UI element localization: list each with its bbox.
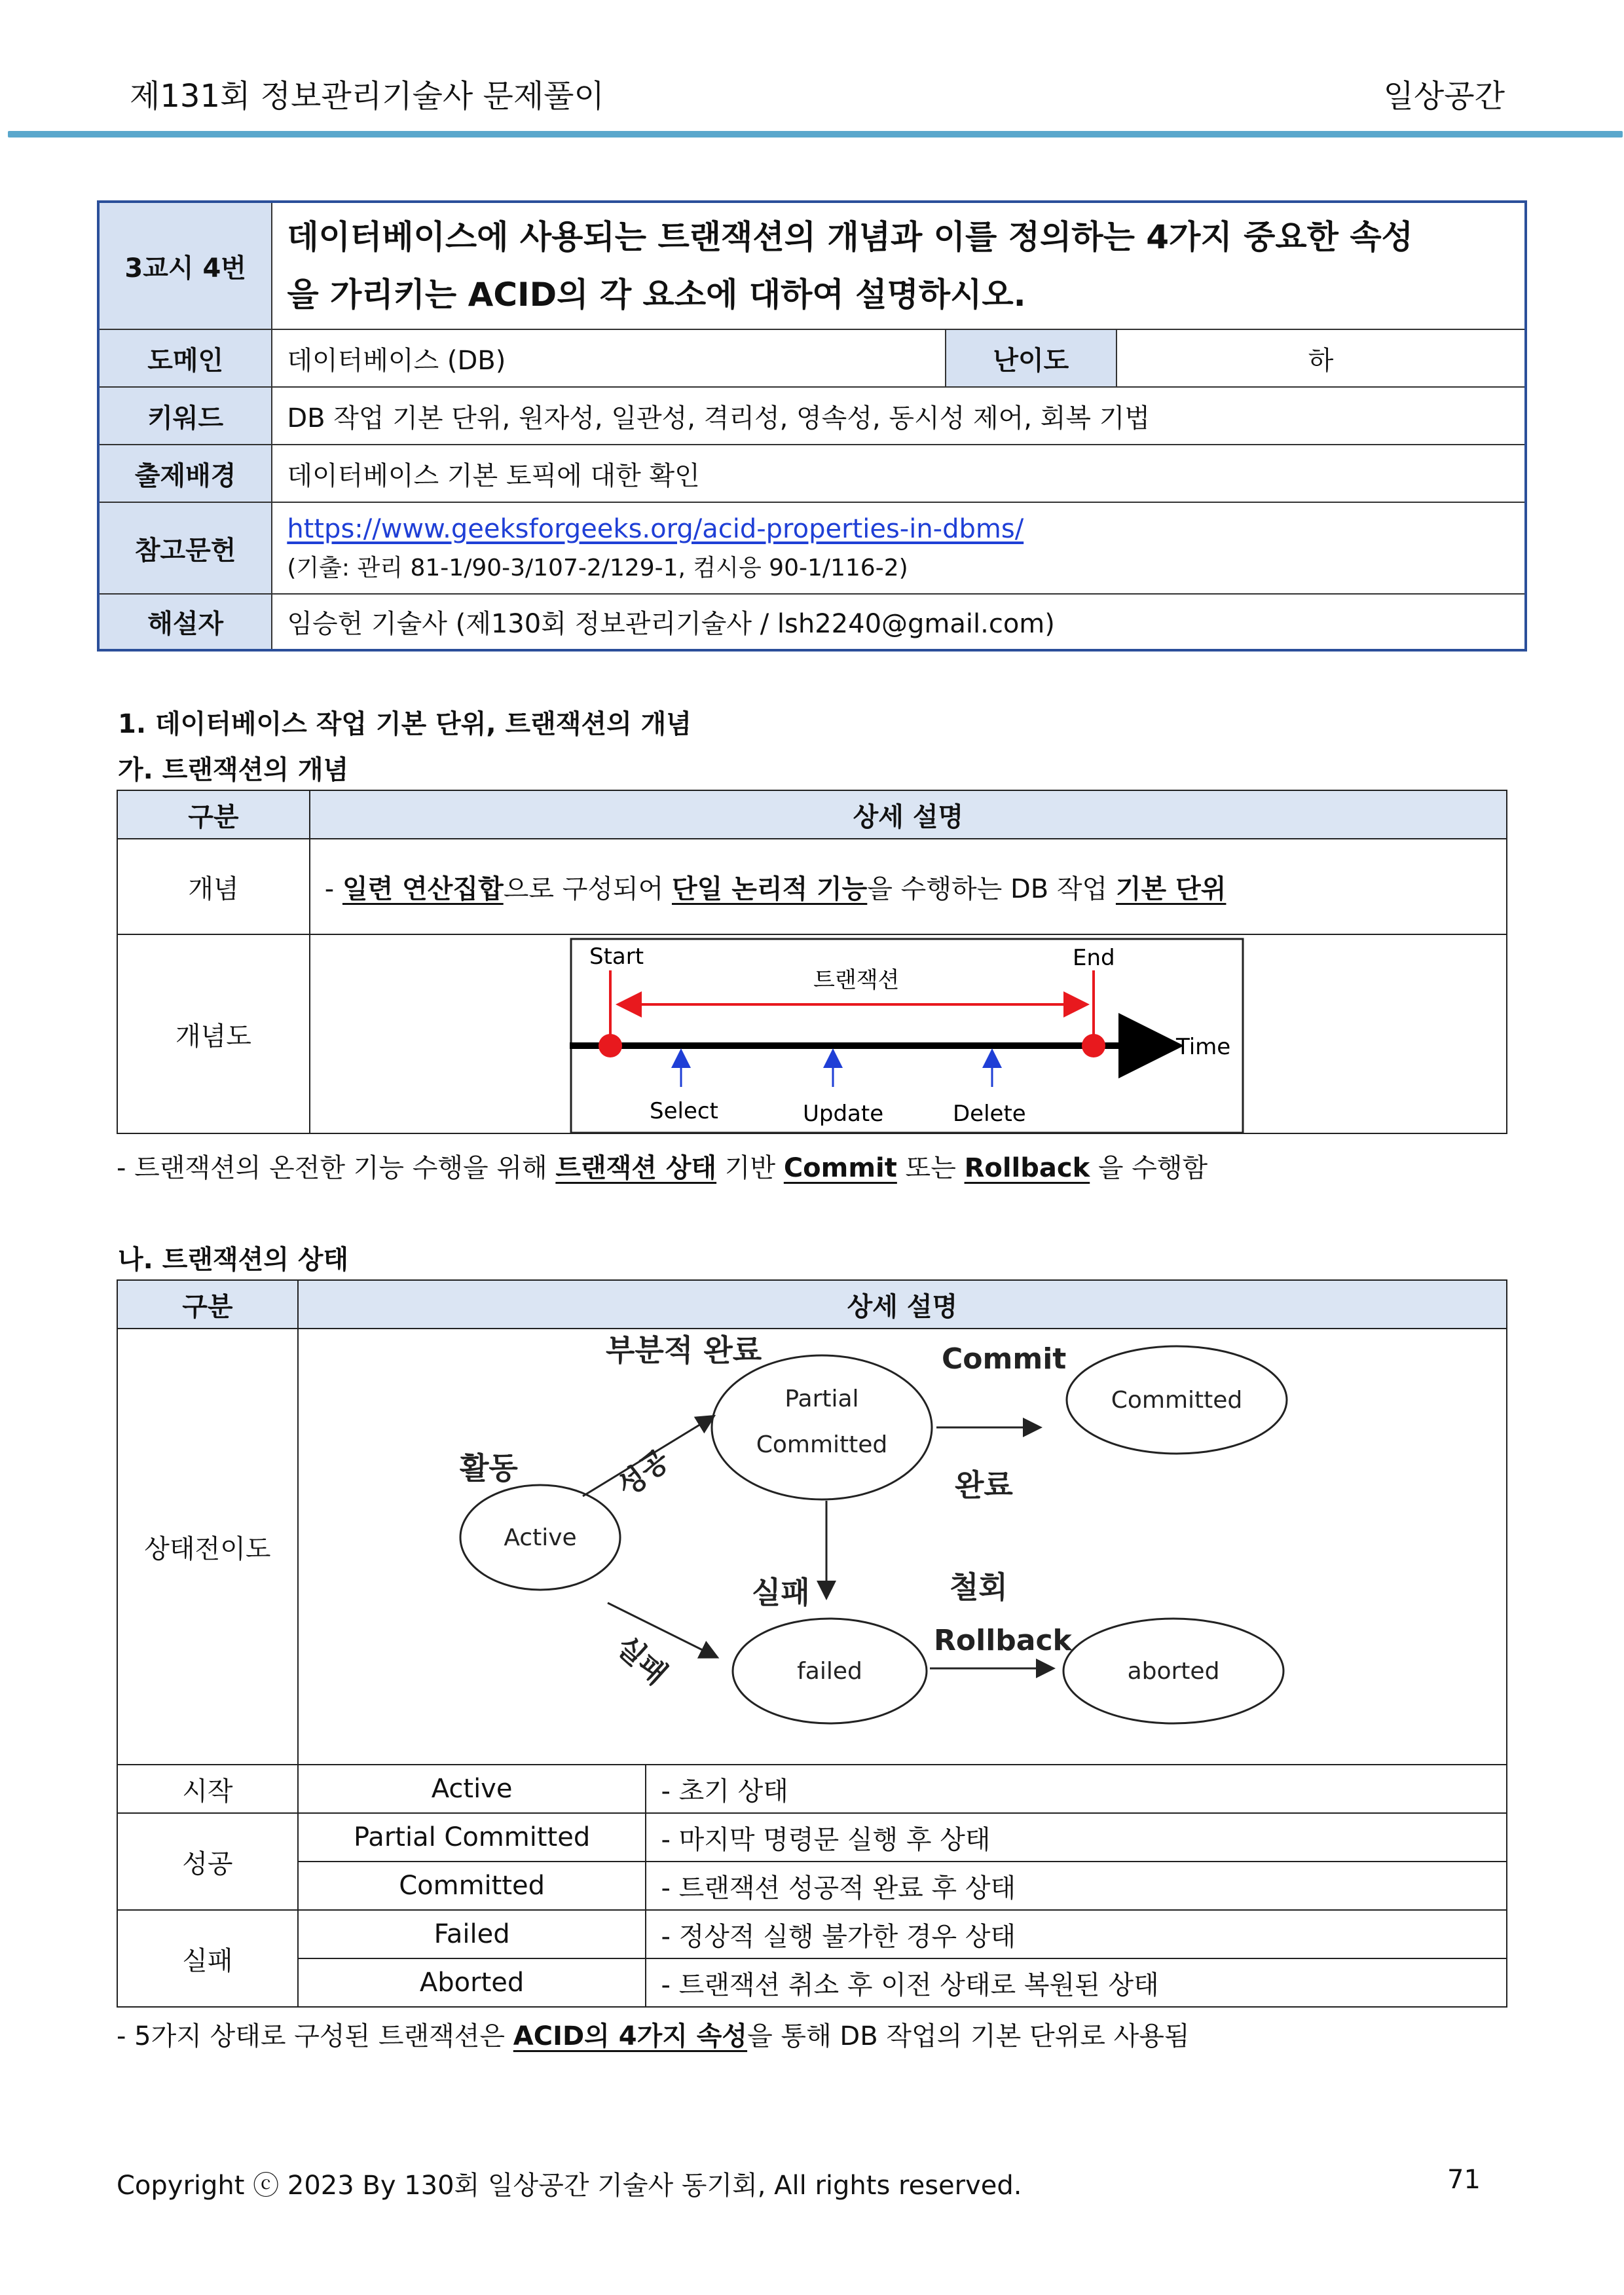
keywords-value: DB 작업 기본 단위, 원자성, 일관성, 격리성, 영속성, 동시성 제어, 회복 기법 [272, 387, 1526, 445]
state-transition-diagram [406, 1329, 1336, 1748]
concept-row-desc [310, 839, 1507, 934]
state-diagram-label: 상태전이도 [117, 1329, 298, 1765]
domain-label: 도메인 [98, 329, 272, 387]
difficulty-value: 하 [1116, 329, 1526, 387]
text-part: 을 수행하는 DB 작업 [867, 873, 1116, 904]
text-part: - [324, 873, 342, 904]
op-delete-label: Delete [953, 1101, 1026, 1127]
text-part: 또는 [896, 1153, 965, 1183]
page-number: 71 [1447, 2165, 1481, 2195]
header-brand: 일상공간 [1383, 78, 1505, 115]
question-number: 3교시 4번 [98, 202, 272, 329]
reference-link[interactable]: https://www.geeksforgeeks.org/acid-properties-in-dbms/ [287, 513, 1024, 544]
header-rule [8, 131, 1623, 138]
timeline-span-label: 트랜잭션 [813, 967, 900, 993]
state-desc: - 트랜잭션 성공적 완료 후 상태 [646, 1862, 1507, 1910]
timeline-end-label: End [1073, 945, 1115, 971]
emphasis-tx-state: 트랜잭션 상태 [555, 1153, 717, 1183]
domain-value: 데이터베이스 (DB) [272, 329, 945, 387]
timeline-end-dot [1082, 1034, 1105, 1057]
label-fail-arrow: 실패 [609, 1629, 673, 1692]
label-failed-kr: 실패 [752, 1575, 810, 1610]
node-committed-text: Committed [1111, 1387, 1243, 1414]
references-label: 참고문헌 [98, 502, 272, 594]
state-name: Committed [298, 1862, 646, 1910]
text-part: - 트랜잭션의 온전한 기능 수행을 위해 [117, 1153, 556, 1183]
state-group-failure: 실패 [117, 1910, 298, 2007]
emphasis-acid: ACID의 4가지 속성 [513, 2021, 748, 2051]
emphasis-rollback: Rollback [964, 1153, 1090, 1183]
node-partial-text-2: Committed [756, 1431, 888, 1458]
state-name: Aborted [298, 1958, 646, 2007]
state-desc: - 마지막 명령문 실행 후 상태 [646, 1813, 1507, 1862]
text-part: 기반 [716, 1153, 784, 1183]
header-title: 제131회 정보관리기술사 문제풀이 [130, 78, 604, 115]
op-update-label: Update [803, 1101, 884, 1127]
state-desc: - 초기 상태 [646, 1765, 1507, 1813]
emphasis-single-logic: 단일 논리적 기능 [671, 873, 868, 904]
state-desc: - 정상적 실행 불가한 경우 상태 [646, 1910, 1507, 1958]
emphasis-series-ops: 일련 연산집합 [342, 873, 504, 904]
node-partial-text-1: Partial [784, 1386, 859, 1412]
references-value [272, 502, 1526, 594]
state-group-success: 성공 [117, 1813, 298, 1910]
op-select-label: Select [650, 1098, 718, 1124]
text-part: 을 통해 DB 작업의 기본 단위로 사용됨 [747, 2021, 1190, 2051]
section1-heading: 1. 데이터베이스 작업 기본 단위, 트랜잭션의 개념 [118, 709, 692, 739]
concept-col-category: 구분 [117, 790, 310, 839]
timeline-time-label: Time [1176, 1034, 1231, 1060]
author-label: 해설자 [98, 594, 272, 650]
label-active-kr: 활동 [460, 1450, 518, 1486]
emphasis-commit: Commit [783, 1153, 897, 1183]
state-partial-node [712, 1355, 932, 1499]
text-part: 으로 구성되어 [503, 873, 672, 904]
section2-note [117, 2015, 1190, 2053]
label-partial-kr: 부분적 완료 [606, 1332, 762, 1368]
section1-note [117, 1147, 1208, 1184]
section1-sub-heading: 가. 트랜잭션의 개념 [118, 755, 349, 785]
question-info-table [97, 200, 1527, 652]
timeline-start-dot [599, 1034, 622, 1057]
concept-row-label: 개념 [117, 839, 310, 934]
footer-copyright: Copyright ⓒ 2023 By 130회 일상공간 기술사 동기회, All rights reserved. [117, 2171, 1022, 2201]
state-name: Partial Committed [298, 1813, 646, 1862]
section2-sub-heading: 나. 트랜잭션의 상태 [118, 1245, 349, 1275]
question-title [272, 202, 1526, 329]
transaction-timeline-diagram [570, 938, 1246, 1134]
label-rollback: Rollback [934, 1624, 1072, 1657]
author-value: 임승헌 기술사 (제130회 정보관리기술사 / lsh2240@gmail.com) [272, 594, 1526, 650]
state-name: Active [298, 1765, 646, 1813]
timeline-start-label: Start [589, 944, 644, 970]
concept-diagram-label: 개념도 [117, 934, 310, 1133]
label-success-arrow: 성공 [611, 1443, 676, 1504]
label-committed-kr: 완료 [955, 1467, 1013, 1503]
question-title-line1: 데이터베이스에 사용되는 트랜잭션의 개념과 이를 정의하는 4가지 중요한 속성 [287, 218, 1413, 256]
text-part: - 5가지 상태로 구성된 트랜잭션은 [117, 2021, 513, 2051]
state-name: Failed [298, 1910, 646, 1958]
state-col-detail: 상세 설명 [298, 1280, 1507, 1329]
label-commit: Commit [942, 1342, 1067, 1376]
state-desc: - 트랜잭션 취소 후 이전 상태로 복원된 상태 [646, 1958, 1507, 2007]
concept-col-detail: 상세 설명 [310, 790, 1507, 839]
state-group-start: 시작 [117, 1765, 298, 1813]
question-title-line2: 을 가리키는 ACID의 각 요소에 대하여 설명하시오. [287, 276, 1026, 314]
node-active-text: Active [504, 1524, 577, 1551]
text-part: 을 수행함 [1090, 1153, 1208, 1183]
difficulty-label: 난이도 [946, 329, 1117, 387]
reference-past-exams: (기출: 관리 81-1/90-3/107-2/129-1, 컴시응 90-1/116-2) [287, 554, 908, 581]
label-aborted-kr: 철회 [950, 1570, 1008, 1605]
node-failed-text: failed [797, 1658, 862, 1685]
emphasis-basic-unit: 기본 단위 [1115, 873, 1227, 904]
keywords-label: 키워드 [98, 387, 272, 445]
background-value: 데이터베이스 기본 토픽에 대한 확인 [272, 445, 1526, 502]
background-label: 출제배경 [98, 445, 272, 502]
node-aborted-text: aborted [1127, 1658, 1220, 1685]
state-col-category: 구분 [117, 1280, 298, 1329]
